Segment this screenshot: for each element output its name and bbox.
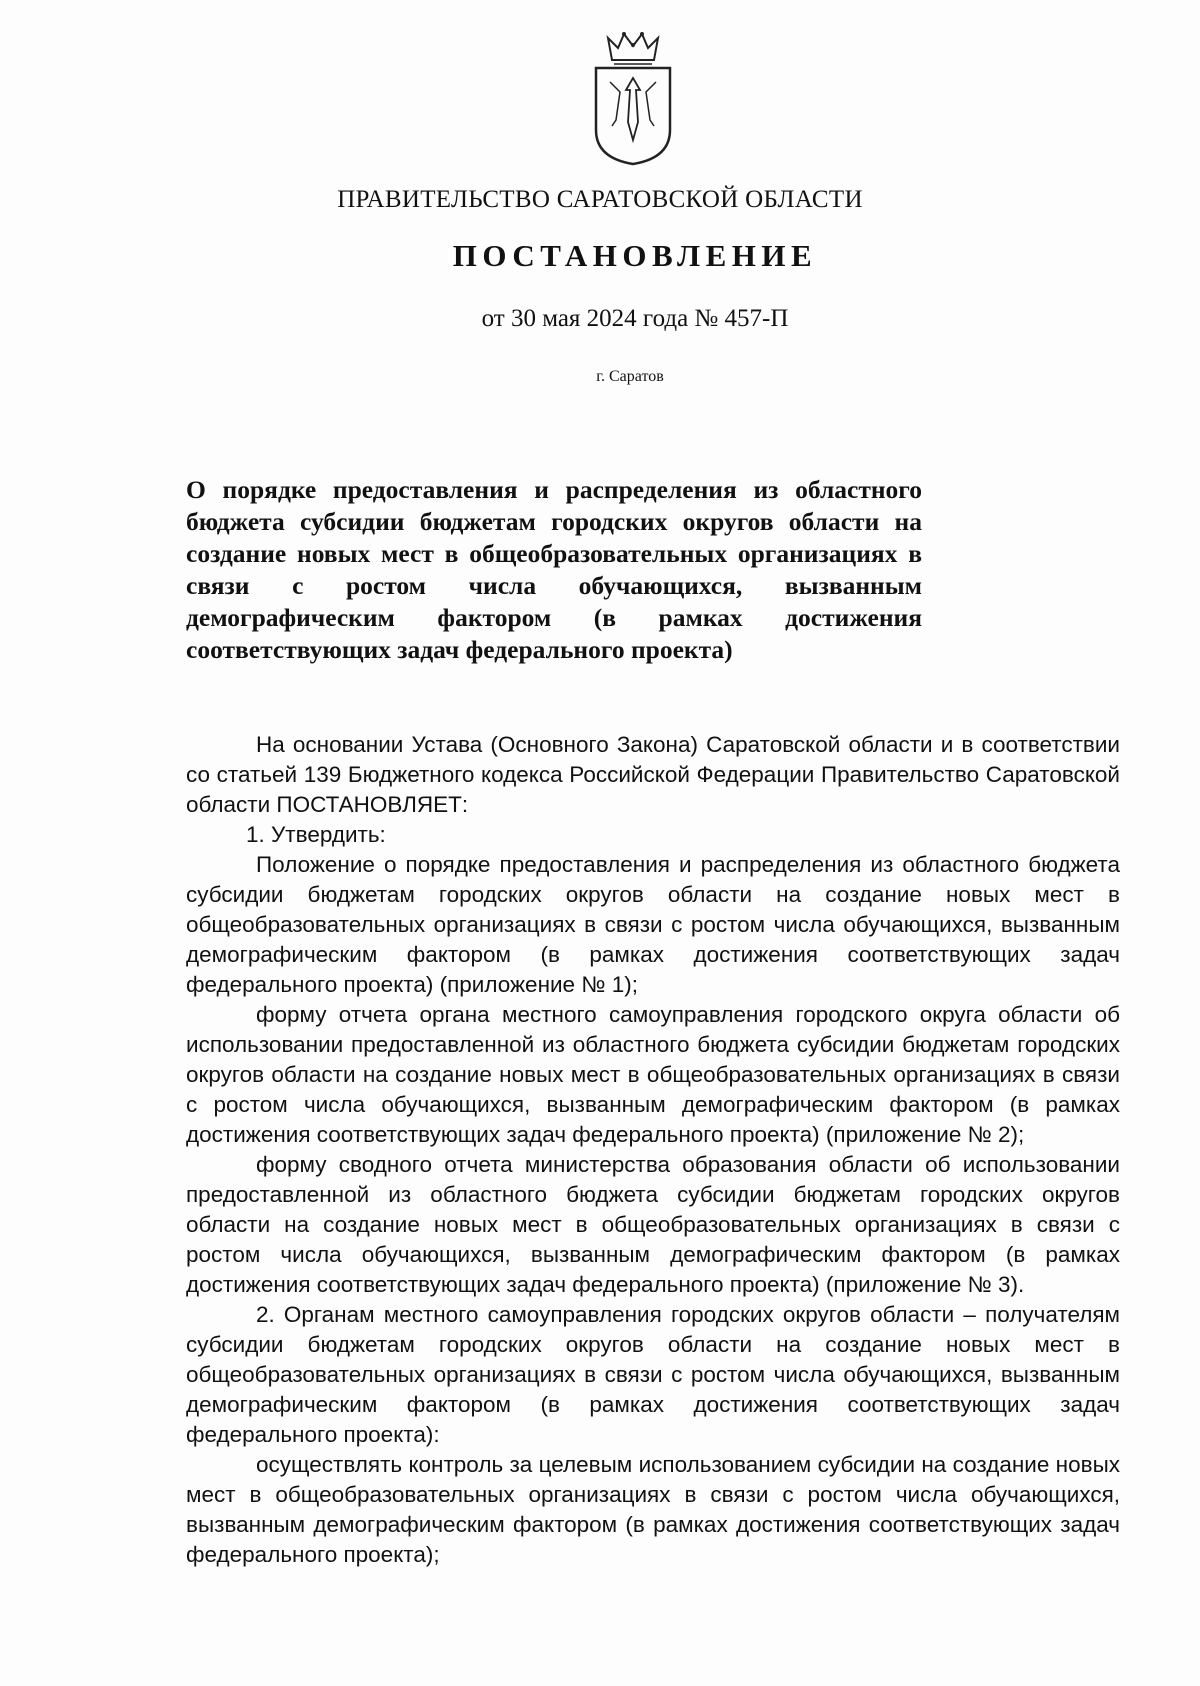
item-1: 1. Утвердить: (246, 822, 386, 847)
item-2: 2. Органам местного самоуправления городских округов области – получателям субсидии бюджетам городских округов области на создание новых мест в общеобразовательных организациях в связи с ростом числа обучающихся, вызванным демографическим фактором (в рамках достижения соответствующих задач федерального проекта): (186, 1302, 1120, 1447)
item-2-control-paragraph: осуществлять контроль за целевым использованием субсидии на создание новых мест в общеобразовательных организациях в связи с ростом числа обучающихся, вызванным демографическим фактором (в рамках достижения соответствующих задач федерального проекта); (186, 1452, 1120, 1567)
government-name: ПРАВИТЕЛЬСТВО САРАТОВСКОЙ ОБЛАСТИ (337, 186, 863, 213)
approve-regulation-paragraph: Положение о порядке предоставления и распределения из областного бюджета субсидии бюджетам городских округов области на создание новых мест в общеобразовательных организациях в связи с ростом числа обучающихся, вызванным демографическим фактором (в рамках достижения соответствующих задач федерального проекта) (приложение № 1); (186, 852, 1120, 997)
approve-form-summary-paragraph: форму сводного отчета министерства образования области об использовании предоставленной из областного бюджета субсидии бюджетам городских округов области на создание новых мест в общеобразовательных организациях в связи с ростом числа обучающихся, вызванным демографическим фактором (в рамках достижения соответствующих задач федерального проекта) (приложение № 3). (186, 1152, 1120, 1297)
document-title: О порядке предоставления и распределения из областного бюджета субсидии бюджетам городских округов области на создание новых мест в общеобразовательных организациях в связи с ростом числа обучающихся, вызванным демографическим фактором (в рамках достижения соответствующих задач федерального проекта) (186, 475, 922, 664)
document-type: ПОСТАНОВЛЕНИЕ (452, 238, 818, 273)
city: г. Саратов (596, 368, 664, 385)
approve-form-local-paragraph: форму отчета органа местного самоуправления городского округа области об использовании предоставленной из областного бюджета субсидии бюджетам городских округов области на создание новых мест в общеобразовательных организациях в связи с ростом числа обучающихся, вызванным демографическим фактором (в рамках достижения соответствующих задач федерального проекта) (приложение № 2); (186, 1002, 1120, 1147)
coat-of-arms-icon (590, 30, 676, 166)
intro-paragraph: На основании Устава (Основного Закона) Саратовской области и в соответствии со статьей 139 Бюджетного кодекса Российской Федерации Правительство Саратовской области ПОСТАНОВЛЯЕТ: (186, 732, 1120, 817)
document-body (186, 730, 1120, 1570)
date-and-number: от 30 мая 2024 года № 457-П (481, 305, 789, 332)
